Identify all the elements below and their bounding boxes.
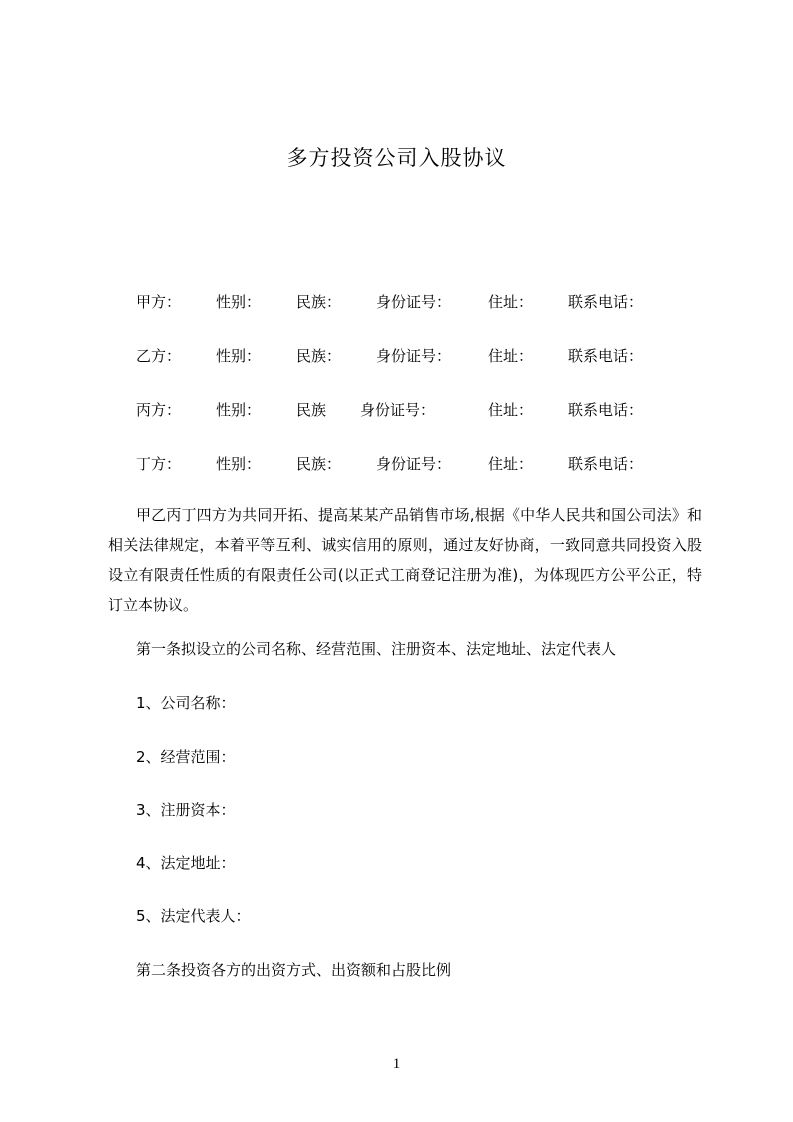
- gender-label: 性别：: [216, 293, 262, 311]
- id-number-label: 身份证号：: [376, 293, 452, 311]
- party-row-d: [0, 453, 793, 475]
- id-number-label: 身份证号：: [360, 401, 436, 419]
- address-label: 住址：: [488, 401, 534, 419]
- legal-representative-item: 5、法定代表人：: [136, 907, 251, 925]
- article-1-heading: 第一条拟设立的公司名称、经营范围、注册资本、法定地址、法定代表人: [136, 640, 617, 658]
- ethnicity-label: 民族：: [296, 347, 342, 365]
- legal-address-item: 4、法定地址：: [136, 854, 236, 872]
- address-label: 住址：: [488, 293, 534, 311]
- company-name-item: 1、公司名称：: [136, 694, 236, 712]
- party-label: 丁方：: [136, 455, 182, 473]
- page-number: 1: [392, 1056, 401, 1072]
- registered-capital-item: 3、注册资本：: [136, 801, 236, 819]
- phone-label: 联系电话：: [568, 455, 644, 473]
- article-2-heading: 第二条投资各方的出资方式、出资额和占股比例: [136, 961, 452, 979]
- party-row-b: [0, 345, 793, 367]
- party-label: 乙方：: [136, 347, 182, 365]
- gender-label: 性别：: [216, 401, 262, 419]
- ethnicity-label: 民族: [296, 401, 327, 419]
- phone-label: 联系电话：: [568, 293, 644, 311]
- address-label: 住址：: [488, 347, 534, 365]
- ethnicity-label: 民族：: [296, 293, 342, 311]
- gender-label: 性别：: [216, 455, 262, 473]
- gender-label: 性别：: [216, 347, 262, 365]
- document-title: 多方投资公司入股协议: [286, 146, 507, 170]
- party-label: 甲方：: [136, 293, 182, 311]
- ethnicity-label: 民族：: [296, 455, 342, 473]
- party-row-a: [0, 291, 793, 313]
- intro-paragraph: 甲乙丙丁四方为共同开拓、提高某某产品销售市场,根据《中华人民共和国公司法》和相关法律规定，本着平等互利、诚实信用的原则，通过友好协商，一致同意共同投资入股设立有限责任性质的有限责任公司(以正式工商登记注册为准)，为体现匹方公平公正，特订立本协议。: [108, 506, 702, 614]
- business-scope-item: 2、经营范围：: [136, 748, 236, 766]
- id-number-label: 身份证号：: [376, 347, 452, 365]
- party-row-c: [0, 399, 793, 421]
- address-label: 住址：: [488, 455, 534, 473]
- phone-label: 联系电话：: [568, 401, 644, 419]
- party-label: 丙方：: [136, 401, 182, 419]
- phone-label: 联系电话：: [568, 347, 644, 365]
- id-number-label: 身份证号：: [376, 455, 452, 473]
